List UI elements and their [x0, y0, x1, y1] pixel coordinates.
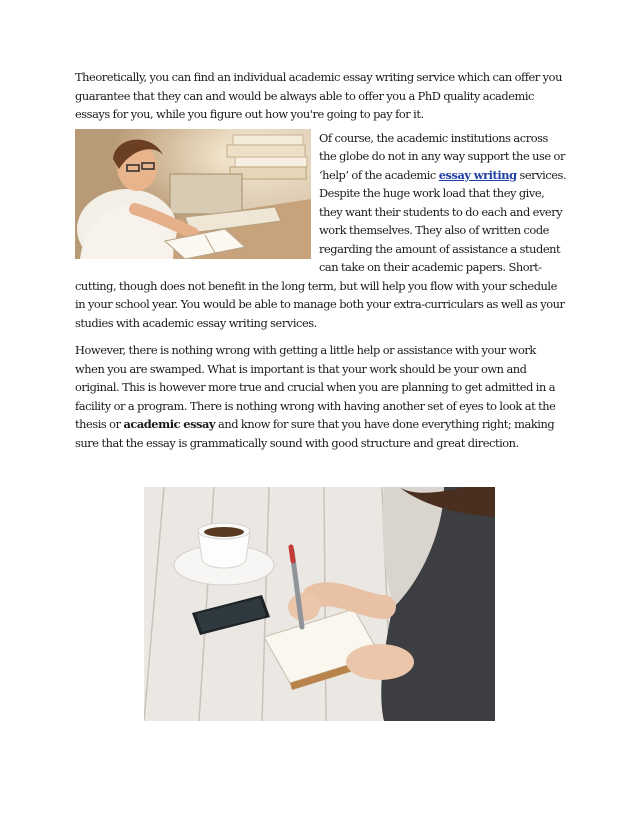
academic-essay-bold: academic essay: [123, 417, 216, 431]
student-photo-illustration: [75, 129, 311, 259]
paragraph-help-text-start: However, there is nothing wrong with getting a little help or assistance with your work when you are swamped. What is important is that your work should be your own and original. This is however more true and crucial when you are planning to get admitted in a facility or a program. There is nothing wrong with having another set of eyes to look at the thesis or: [75, 343, 556, 431]
paragraph-institutions-text-end: services. Despite the huge work load that they give, they want their students to do each and every work themselves. They also of written code regarding the amount of assistance a student can take on their academic papers. Short-cutting, though does not benefit in the long term, but will help you flow with your schedule in your school year. You would be able to manage both your extra-curriculars as well as your studies with academic essay writing services.: [75, 167, 567, 330]
essay-writing-link[interactable]: essay writing: [438, 167, 517, 182]
paragraph-intro: Theoretically, you can find an individual academic essay writing service which can offer you guarantee that they can and would be always able to offer you a PhD quality academic essays for you, while you figure out how you're going to pay for it.: [75, 70, 562, 121]
paragraph-help-text-end: and know for sure that you have done everything right; making sure that the essay is grammatically sound with good structure and great direction.: [75, 417, 555, 450]
paragraph-help: [75, 341, 567, 452]
paragraph-institutions-text-start: Of course, the academic institutions across the globe do not in any way support the use or ‘help’ of the academic: [319, 130, 565, 182]
writing-photo-illustration: [144, 487, 495, 721]
writing-notebook-photo: [144, 487, 495, 721]
student-studying-photo: [75, 129, 311, 259]
document-body: [75, 68, 567, 452]
